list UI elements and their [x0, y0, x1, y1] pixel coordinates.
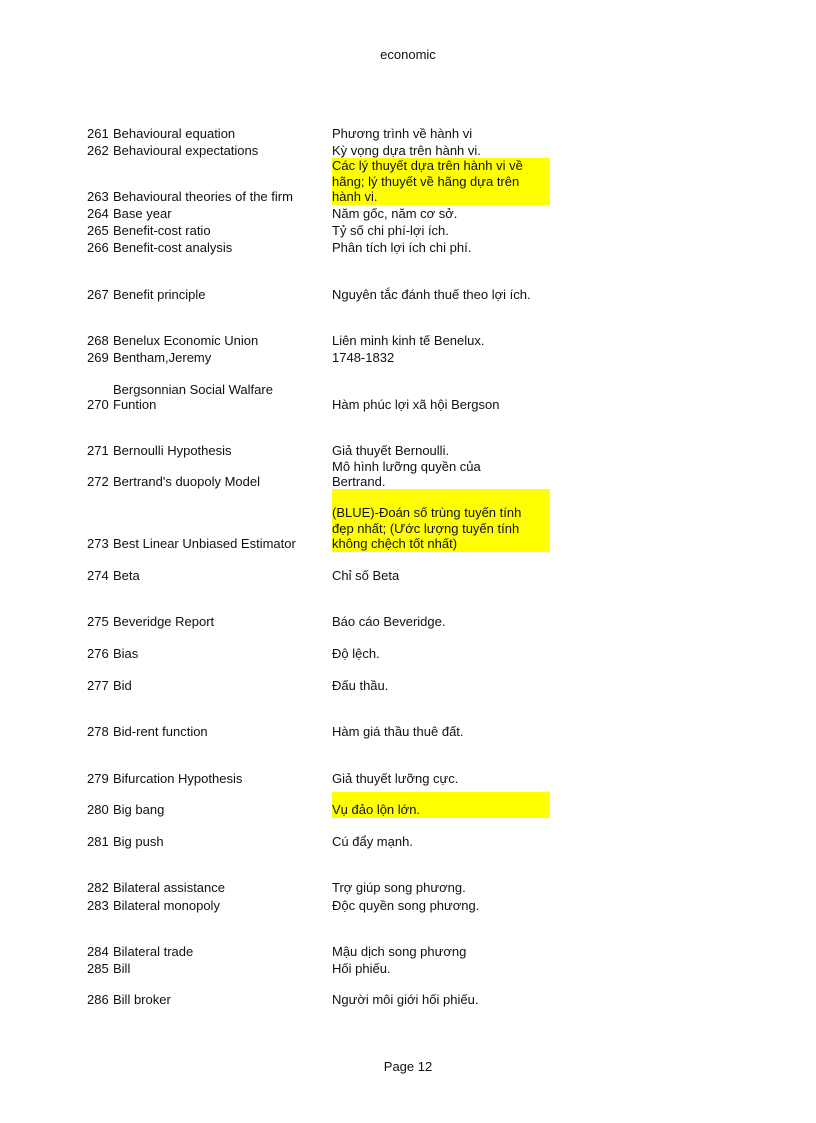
- definition-line: Hàm phúc lợi xã hội Bergson: [332, 397, 500, 412]
- entry-number: 272: [87, 474, 109, 489]
- definition-line: Đấu thầu.: [332, 678, 389, 693]
- definition-line: Cú đẩy mạnh.: [332, 834, 413, 849]
- entry-number: 281: [87, 834, 109, 849]
- entry-number: 286: [87, 992, 109, 1007]
- entry-number: 274: [87, 568, 109, 583]
- entry-term: Behavioural theories of the firm: [113, 189, 293, 204]
- entry-term: Benelux Economic Union: [113, 333, 259, 348]
- entry-term: Benefit principle: [113, 287, 206, 302]
- definition-line: Giả thuyết Bernoulli.: [332, 443, 450, 458]
- entry-number: 269: [87, 350, 109, 365]
- entry-definition: [332, 880, 550, 896]
- definition-line: Phân tích lợi ích chi phí.: [332, 240, 472, 255]
- entry-number: 270: [87, 397, 109, 412]
- entry-definition: [332, 143, 550, 159]
- entry-number: 266: [87, 240, 109, 255]
- entry-definition: [332, 961, 550, 977]
- entry-number: 264: [87, 206, 109, 221]
- entry-number: 279: [87, 771, 109, 786]
- definition-line: Năm gốc, năm cơ sở.: [332, 206, 458, 221]
- entry-term: Benefit-cost ratio: [113, 223, 211, 238]
- entry-definition: [332, 568, 550, 584]
- entry-number: 278: [87, 724, 109, 739]
- entry-term: Bernoulli Hypothesis: [113, 443, 232, 458]
- definition-line: Các lý thuyết dựa trên hành vi về: [332, 158, 523, 173]
- entry-term: Bias: [113, 646, 139, 661]
- definition-line: Hàm giá thầu thuê đất.: [332, 724, 464, 739]
- entry-number: 284: [87, 944, 109, 959]
- entry-definition-highlighted: [332, 158, 550, 205]
- entry-definition: [332, 724, 550, 740]
- entry-term: Beveridge Report: [113, 614, 215, 629]
- definition-line: Tỷ số chi phí-lợi ích.: [332, 223, 449, 238]
- entry-term: Bifurcation Hypothesis: [113, 771, 243, 786]
- entry-number: 265: [87, 223, 109, 238]
- definition-line: Trợ giúp song phương.: [332, 880, 466, 895]
- entry-definition-highlighted: [332, 489, 550, 552]
- entry-term: Bilateral assistance: [113, 880, 225, 895]
- page-footer-label: Page 12: [383, 1059, 433, 1074]
- entry-definition: [332, 944, 550, 960]
- entry-number: 261: [87, 126, 109, 141]
- entry-term: Funtion: [113, 397, 157, 412]
- entry-definition: [332, 898, 550, 914]
- definition-line: Phương trình về hành vi: [332, 126, 473, 141]
- definition-line: Chỉ số Beta: [332, 568, 400, 583]
- entry-definition: [332, 443, 550, 459]
- definition-line: 1748-1832: [332, 350, 395, 365]
- entry-number: 275: [87, 614, 109, 629]
- entry-definition: [332, 223, 550, 239]
- entry-term: Best Linear Unbiased Estimator: [113, 536, 296, 551]
- entry-term: Beta: [113, 568, 140, 583]
- definition-line: Kỳ vọng dựa trên hành vi.: [332, 143, 481, 158]
- entry-term: Big push: [113, 834, 164, 849]
- entry-term: Bid: [113, 678, 132, 693]
- entry-term: Bertrand's duopoly Model: [113, 474, 261, 489]
- page-header-title: economic: [380, 47, 436, 62]
- entry-number: 273: [87, 536, 109, 551]
- entry-definition: [332, 459, 550, 490]
- entry-number: 283: [87, 898, 109, 913]
- entry-number: 285: [87, 961, 109, 976]
- definition-line: Liên minh kinh tế Benelux.: [332, 333, 485, 348]
- definition-line: hãng; lý thuyết về hãng dựa trên: [332, 173, 520, 189]
- entry-definition: [332, 287, 550, 303]
- entry-number: 268: [87, 333, 109, 348]
- definition-line: Nguyên tắc đánh thuế theo lợi ích.: [332, 287, 531, 302]
- definition-line: Báo cáo Beveridge.: [332, 614, 446, 629]
- entry-term: Bill: [113, 961, 131, 976]
- entry-definition: [332, 614, 550, 630]
- entry-term: Bilateral trade: [113, 944, 194, 959]
- entry-definition: [332, 350, 550, 366]
- entry-definition: [332, 126, 550, 142]
- definition-line: hành vi.: [332, 189, 378, 204]
- definition-line: đẹp nhất; (Ước lượng tuyến tính: [332, 520, 520, 536]
- entry-term: Benefit-cost analysis: [113, 240, 233, 255]
- definition-line: không chệch tốt nhất): [332, 536, 458, 551]
- entry-definition: [332, 678, 550, 694]
- entry-number: 282: [87, 880, 109, 895]
- entry-number: 267: [87, 287, 109, 302]
- entry-definition: [332, 646, 550, 662]
- entry-definition-highlighted: [332, 792, 550, 818]
- definition-line: Bertrand.: [332, 474, 386, 489]
- entry-definition: [332, 240, 550, 256]
- entry-definition: [332, 333, 550, 349]
- entry-term: Behavioural equation: [113, 126, 236, 141]
- entry-number: 262: [87, 143, 109, 158]
- entry-term: Bentham,Jeremy: [113, 350, 212, 365]
- entry-term-line1: Bergsonnian Social Walfare: [113, 381, 273, 397]
- entry-term: Bid-rent function: [113, 724, 208, 739]
- definition-line: Mậu dịch song phương: [332, 944, 467, 959]
- definition-line: Mô hình lưỡng quyền của: [332, 458, 481, 474]
- entry-number: 276: [87, 646, 109, 661]
- definition-line: (BLUE)-Đoán số trùng tuyến tính: [332, 505, 522, 520]
- entry-definition: [332, 397, 550, 413]
- entry-number: 277: [87, 678, 109, 693]
- entry-definition: [332, 206, 550, 222]
- entry-term: Big bang: [113, 802, 165, 817]
- definition-line: Hối phiếu.: [332, 961, 391, 976]
- entry-definition: [332, 771, 550, 787]
- entry-term: Bilateral monopoly: [113, 898, 220, 913]
- definition-line: Vụ đảo lộn lớn.: [332, 802, 421, 817]
- entry-term: Base year: [113, 206, 172, 221]
- definition-line: Người môi giới hối phiếu.: [332, 992, 479, 1007]
- definition-line: Độ lệch.: [332, 646, 380, 661]
- entry-definition: [332, 834, 550, 850]
- entry-term: Bill broker: [113, 992, 171, 1007]
- entry-term: Behavioural expectations: [113, 143, 259, 158]
- definition-line: Độc quyền song phương.: [332, 898, 480, 913]
- definition-line: Giả thuyết lưỡng cực.: [332, 771, 459, 786]
- entry-number: 263: [87, 189, 109, 204]
- entry-definition: [332, 992, 550, 1008]
- entry-number: 280: [87, 802, 109, 817]
- entry-number: 271: [87, 443, 109, 458]
